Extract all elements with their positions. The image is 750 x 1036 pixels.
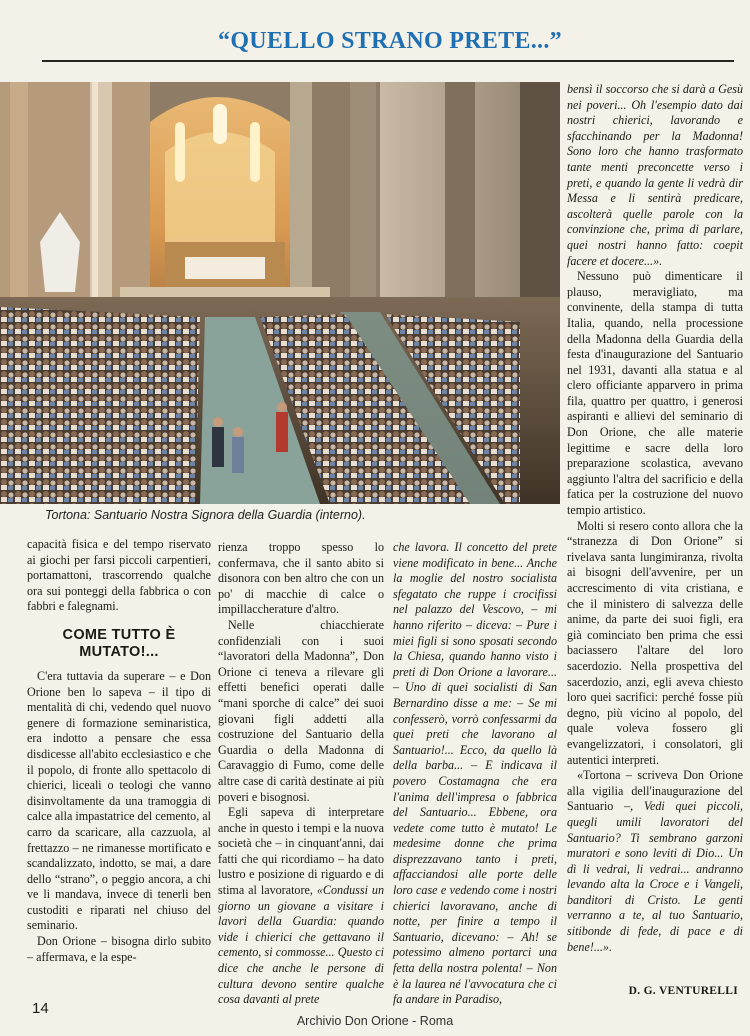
paragraph: Nessuno può dimenticare il plauso, meravigliato, ma convinente, della stampa di tutta Italia, quando, nella processione della Madonna della Guardia della festa d'inaugurazione del Santuario nel 1931, davanti alla statua e al clero officiante apparvero in prima fila, quattro per quattro, i generosi aspiranti e allievi del seminario di Don Orione, che alle materie legittime e sacre della loro preparazione scolastica, avevano aggiunto l'altra del sacrificio e della fatica per la costruzione del nuovo tempio artistico. xyxy=(567,269,743,518)
article-column-3 xyxy=(393,540,557,1008)
header-rule xyxy=(42,60,734,62)
quote: «Condussi un giorno un giovane a visitare i lavori della Guardia: quando vide i chierici che gettavano il cemento, si commosse... Questo ci dice che anche le persone di cultura devono sentire qualche cosa davanti al prete xyxy=(218,883,384,1007)
paragraph: rienza troppo spesso lo confermava, che il santo abito si disonora con ben altro che con un po' di macchie di calce o impillaccherature d'altro. xyxy=(218,540,384,617)
paragraph: Nelle chiacchierate confidenziali con i suoi “lavoratori della Madonna”, Don Orione ci teneva a rilevare gli effetti benefici operati dalle “mani sporche di calce” dei suoi giovani figli addetti alla costruzione del Santuario della Guardia o della Madonna di Caravaggio di Fumo, come delle altre case di carità destinate ai più poveri e bisognosi. xyxy=(218,617,384,804)
archive-label: Archivio Don Orione - Roma xyxy=(296,1014,454,1028)
paragraph: Molti si resero conto allora che la “stranezza di Don Orione” si rivelava santa lungimiranza, rivolta ai bisogni dell'avvenire, per un accrescimento di vita cristiana, e che il ministero di salvezza delle anime, da parte dei suoi figli, era già cominciato ben prima che essi baciassero l'altare del loro sacerdozio. Nella prospettiva del sacerdozio, anzi, egli aveva chiesto loro quei sacrifici: perché fosse più degno, più vicino al popolo, del quale voleva fossero gli evangelizzatori, i consolatori, gli autentici interpreti. xyxy=(567,518,743,767)
paragraph: Don Orione – bisogna dirlo subito – affermava, e la espe- xyxy=(27,934,211,964)
paragraph: capacità fisica e del tempo riservato ai giochi per farsi piccoli carpentieri, portamattoni, trascorrendo qualche ora sui ponteggi della fabbrica o con fabbri e falegnami. xyxy=(27,537,211,614)
paragraph: C'era tuttavia da superare – e Don Orione ben lo sapeva – il tipo di mentalità di chi, vedendo quel nuovo genere di formazione seminaristica, era indotto a pensare che essa disdicesse all'abito ecclesiastico e che il popolo, di fronte allo spettacolo di chierici, liceali o teologi che vanno disinvoltamente da una tramoggia di calce alla impastatrice del cemento, al carro da scaricare, alla cazzuola, al frettazzo – ne rimanesse mortificato e scandalizzato, indotto, se mai, a dare dello “strano”, o peggio ancora, a chi ve li mandava, invece di tenerli ben custoditi e riparati nel chiuso del seminario. xyxy=(27,668,211,933)
paragraph-lead: Egli sapeva di interpretare anche in questo i tempi e la nuova società che – in cinquant'anni, dai fatti che qui ricordiamo – ha dato lustro e posizione di riguardo e di stima al lavoratore, xyxy=(218,805,384,898)
author-signature: D. G. VENTURELLI xyxy=(628,985,738,997)
paragraph xyxy=(218,805,384,1008)
quote-paragraph: bensì il soccorso che si darà a Gesù nei poveri... Oh l'esempio dato dai nostri chierici, lavorando e sfacchinando per la Madonna! Sono loro che hanno trasformato tante menti preconcette verso i preti, e quando la gente li vedrà dir Messa e li sentirà predicare, ascolterà quelle parole con la convinzione che, prima di parlare, quei nostri hanno fatto: coepit facere et docere...». xyxy=(567,82,743,268)
section-heading: COME TUTTO È MUTATO!... xyxy=(62,626,176,660)
church-interior-photo xyxy=(0,82,560,504)
paragraph-lead: «Tortona – scriveva Don Orione alla vigilia dell'inaugurazione del Santuario –, xyxy=(567,768,743,814)
photo-caption: Tortona: Santuario Nostra Signora della Guardia (interno). xyxy=(45,508,366,522)
page-title: “QUELLO STRANO PRETE...” xyxy=(218,28,562,54)
article-column-2 xyxy=(218,540,384,1008)
quote: Vedi quei piccoli, quegli umili lavoratori del Santuario? Ti sembrano garzoni muratori e sono leviti di Dio... Un dì li vedrai, li vedrai... andranno levando alta la Croce e i Vangeli, banditori di Cristo. Le genti verranno a te, al tuo Santuario, sitibonde di fede, di pace e di bene!...». xyxy=(567,799,743,954)
paragraph xyxy=(567,768,743,955)
page-number: 14 xyxy=(32,1000,49,1017)
article-column-1 xyxy=(27,537,211,965)
article-column-4 xyxy=(567,82,743,955)
quote-paragraph: che lavora. Il concetto del prete viene modificato in bene... Anche la moglie del nostro socialista sfegatato che ruppe i crocifissi nel palazzo del Vescovo, – mi hanno riferito – diceva: – Pure i miei figli si sono sposati secondo la Chiesa, quando hanno visto i preti di Don Orione a lavorare... – Uno di quei socialisti di San Bernardino disse a me: – Se mi confesserò, vorrò confessarmi da quei preti che lavorano al Santuario!... Ecco, da quello là della barba... – E indicava il povero Costamagna che era l'anima dell'impresa o fabbrica del Santuario... Ebbene, ora vedete come tutto è mutato! Le medesime donne che prima disprezzavano tanto i preti, affacciandosi alle porte delle loro case e vedendo come i nostri chierici lavoravano, anche di notte, per finire a tempo il Santuario, dicevano: – Ah! se potessimo almeno portarci una fetta della nostra polenta! – Non è la laurea né l'avvocatura che ci fa andare in Paradiso, xyxy=(393,540,557,1007)
